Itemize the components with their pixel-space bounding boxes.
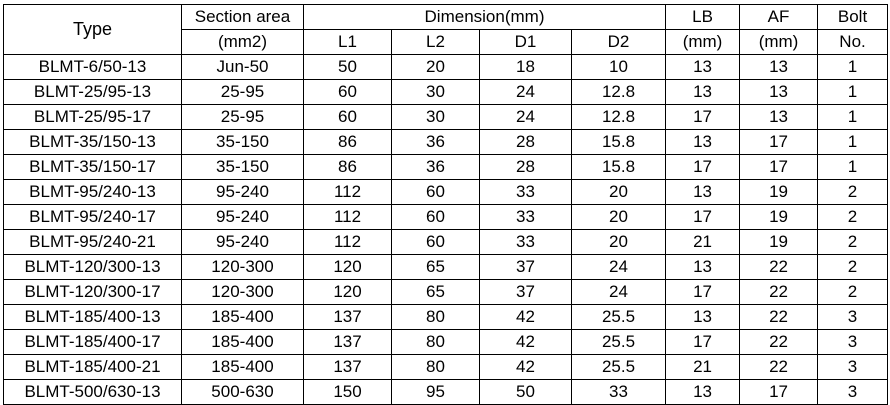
header-bolt: Bolt	[818, 5, 888, 30]
table-row	[4, 205, 888, 230]
table-row	[4, 355, 888, 380]
cell-section: 500-630	[182, 380, 304, 405]
cell-l2: 30	[392, 105, 480, 130]
cell-l2: 65	[392, 255, 480, 280]
cell-af: 22	[740, 305, 818, 330]
cell-af: 13	[740, 105, 818, 130]
cell-l1: 50	[304, 55, 392, 80]
cell-d1: 28	[480, 155, 572, 180]
cell-l1: 112	[304, 230, 392, 255]
cell-type: BLMT-35/150-17	[4, 155, 182, 180]
cell-lb: 13	[666, 55, 740, 80]
cell-section: 95-240	[182, 180, 304, 205]
cell-l1: 137	[304, 355, 392, 380]
cell-section: 25-95	[182, 80, 304, 105]
cell-af: 22	[740, 255, 818, 280]
header-l2: L2	[392, 30, 480, 55]
cell-bolt: 1	[818, 80, 888, 105]
cell-d1: 42	[480, 355, 572, 380]
cell-d1: 33	[480, 205, 572, 230]
cell-d2: 12.8	[572, 105, 666, 130]
cell-l1: 150	[304, 380, 392, 405]
cell-section: 120-300	[182, 280, 304, 305]
cell-lb: 13	[666, 380, 740, 405]
cell-d2: 25.5	[572, 305, 666, 330]
table-row	[4, 230, 888, 255]
cell-type: BLMT-185/400-13	[4, 305, 182, 330]
cell-bolt: 2	[818, 230, 888, 255]
cell-d1: 37	[480, 280, 572, 305]
cell-lb: 13	[666, 305, 740, 330]
cell-af: 22	[740, 355, 818, 380]
cell-l1: 112	[304, 205, 392, 230]
table-row	[4, 55, 888, 80]
cell-type: BLMT-25/95-17	[4, 105, 182, 130]
cell-lb: 13	[666, 80, 740, 105]
cell-type: BLMT-6/50-13	[4, 55, 182, 80]
header-af-unit: (mm)	[740, 30, 818, 55]
cell-lb: 17	[666, 205, 740, 230]
cell-l2: 60	[392, 230, 480, 255]
cell-l2: 60	[392, 205, 480, 230]
cell-section: 185-400	[182, 305, 304, 330]
cell-af: 13	[740, 80, 818, 105]
cell-af: 22	[740, 280, 818, 305]
cell-section: 95-240	[182, 230, 304, 255]
cell-bolt: 3	[818, 380, 888, 405]
cell-section: Jun-50	[182, 55, 304, 80]
cell-lb: 21	[666, 355, 740, 380]
cell-type: BLMT-95/240-13	[4, 180, 182, 205]
cell-d1: 18	[480, 55, 572, 80]
cell-d2: 33	[572, 380, 666, 405]
cell-section: 35-150	[182, 155, 304, 180]
header-row-1	[4, 5, 888, 30]
table-row	[4, 130, 888, 155]
header-d2: D2	[572, 30, 666, 55]
cell-d2: 25.5	[572, 330, 666, 355]
cell-d2: 12.8	[572, 80, 666, 105]
cell-d1: 37	[480, 255, 572, 280]
table-row	[4, 305, 888, 330]
cell-type: BLMT-500/630-13	[4, 380, 182, 405]
cell-af: 19	[740, 180, 818, 205]
cell-af: 17	[740, 380, 818, 405]
cell-d2: 15.8	[572, 130, 666, 155]
header-section-area-unit: (mm2)	[182, 30, 304, 55]
cell-bolt: 1	[818, 105, 888, 130]
cell-bolt: 2	[818, 205, 888, 230]
cell-d1: 24	[480, 80, 572, 105]
cell-bolt: 3	[818, 330, 888, 355]
header-dimension: Dimension(mm)	[304, 5, 666, 30]
header-lb: LB	[666, 5, 740, 30]
cell-l2: 36	[392, 130, 480, 155]
cell-d1: 33	[480, 230, 572, 255]
cell-bolt: 3	[818, 355, 888, 380]
cable-lug-spec-table	[3, 4, 888, 405]
cell-af: 17	[740, 130, 818, 155]
cell-d2: 10	[572, 55, 666, 80]
cell-d2: 24	[572, 255, 666, 280]
cell-lb: 17	[666, 155, 740, 180]
cell-type: BLMT-120/300-13	[4, 255, 182, 280]
table-row	[4, 330, 888, 355]
cell-section: 35-150	[182, 130, 304, 155]
cell-l2: 20	[392, 55, 480, 80]
cell-d1: 24	[480, 105, 572, 130]
cell-type: BLMT-95/240-17	[4, 205, 182, 230]
header-section-area: Section area	[182, 5, 304, 30]
cell-l2: 36	[392, 155, 480, 180]
header-d1: D1	[480, 30, 572, 55]
cell-d1: 42	[480, 330, 572, 355]
cell-section: 120-300	[182, 255, 304, 280]
cell-l2: 30	[392, 80, 480, 105]
cell-l2: 80	[392, 355, 480, 380]
cell-type: BLMT-120/300-17	[4, 280, 182, 305]
cell-section: 185-400	[182, 355, 304, 380]
cell-d1: 50	[480, 380, 572, 405]
table-row	[4, 105, 888, 130]
header-lb-unit: (mm)	[666, 30, 740, 55]
cell-l2: 60	[392, 180, 480, 205]
table-row	[4, 80, 888, 105]
cell-d1: 33	[480, 180, 572, 205]
cell-section: 95-240	[182, 205, 304, 230]
cell-bolt: 1	[818, 130, 888, 155]
cell-af: 13	[740, 55, 818, 80]
cell-section: 185-400	[182, 330, 304, 355]
cell-d2: 20	[572, 230, 666, 255]
cell-l1: 86	[304, 130, 392, 155]
cell-l1: 86	[304, 155, 392, 180]
cell-lb: 17	[666, 105, 740, 130]
cell-type: BLMT-95/240-21	[4, 230, 182, 255]
cell-d2: 15.8	[572, 155, 666, 180]
cell-d2: 20	[572, 180, 666, 205]
cell-lb: 13	[666, 255, 740, 280]
table-row	[4, 155, 888, 180]
cell-af: 19	[740, 230, 818, 255]
cell-af: 22	[740, 330, 818, 355]
header-bolt-no: No.	[818, 30, 888, 55]
cell-l1: 120	[304, 280, 392, 305]
cell-bolt: 1	[818, 155, 888, 180]
cell-af: 17	[740, 155, 818, 180]
cell-type: BLMT-185/400-17	[4, 330, 182, 355]
cell-type: BLMT-185/400-21	[4, 355, 182, 380]
cell-l1: 112	[304, 180, 392, 205]
cell-l1: 60	[304, 105, 392, 130]
cell-l1: 137	[304, 330, 392, 355]
table-header	[4, 5, 888, 55]
cell-lb: 13	[666, 130, 740, 155]
cell-l2: 80	[392, 305, 480, 330]
header-af: AF	[740, 5, 818, 30]
cell-l1: 137	[304, 305, 392, 330]
cell-bolt: 2	[818, 180, 888, 205]
table-row	[4, 180, 888, 205]
cell-bolt: 2	[818, 255, 888, 280]
table-body	[4, 55, 888, 405]
table-row	[4, 280, 888, 305]
header-l1: L1	[304, 30, 392, 55]
cell-d1: 42	[480, 305, 572, 330]
header-type: Type	[4, 5, 182, 55]
cell-d1: 28	[480, 130, 572, 155]
cell-bolt: 2	[818, 280, 888, 305]
cell-lb: 21	[666, 230, 740, 255]
cell-l2: 65	[392, 280, 480, 305]
cell-section: 25-95	[182, 105, 304, 130]
cell-l1: 120	[304, 255, 392, 280]
cell-l1: 60	[304, 80, 392, 105]
cell-type: BLMT-35/150-13	[4, 130, 182, 155]
cell-type: BLMT-25/95-13	[4, 80, 182, 105]
cell-l2: 95	[392, 380, 480, 405]
cell-bolt: 3	[818, 305, 888, 330]
table-row	[4, 255, 888, 280]
cell-d2: 20	[572, 205, 666, 230]
cell-d2: 24	[572, 280, 666, 305]
cell-l2: 80	[392, 330, 480, 355]
cell-d2: 25.5	[572, 355, 666, 380]
cell-bolt: 1	[818, 55, 888, 80]
cell-lb: 13	[666, 180, 740, 205]
cell-lb: 17	[666, 330, 740, 355]
cell-af: 19	[740, 205, 818, 230]
table-row	[4, 380, 888, 405]
cell-lb: 17	[666, 280, 740, 305]
